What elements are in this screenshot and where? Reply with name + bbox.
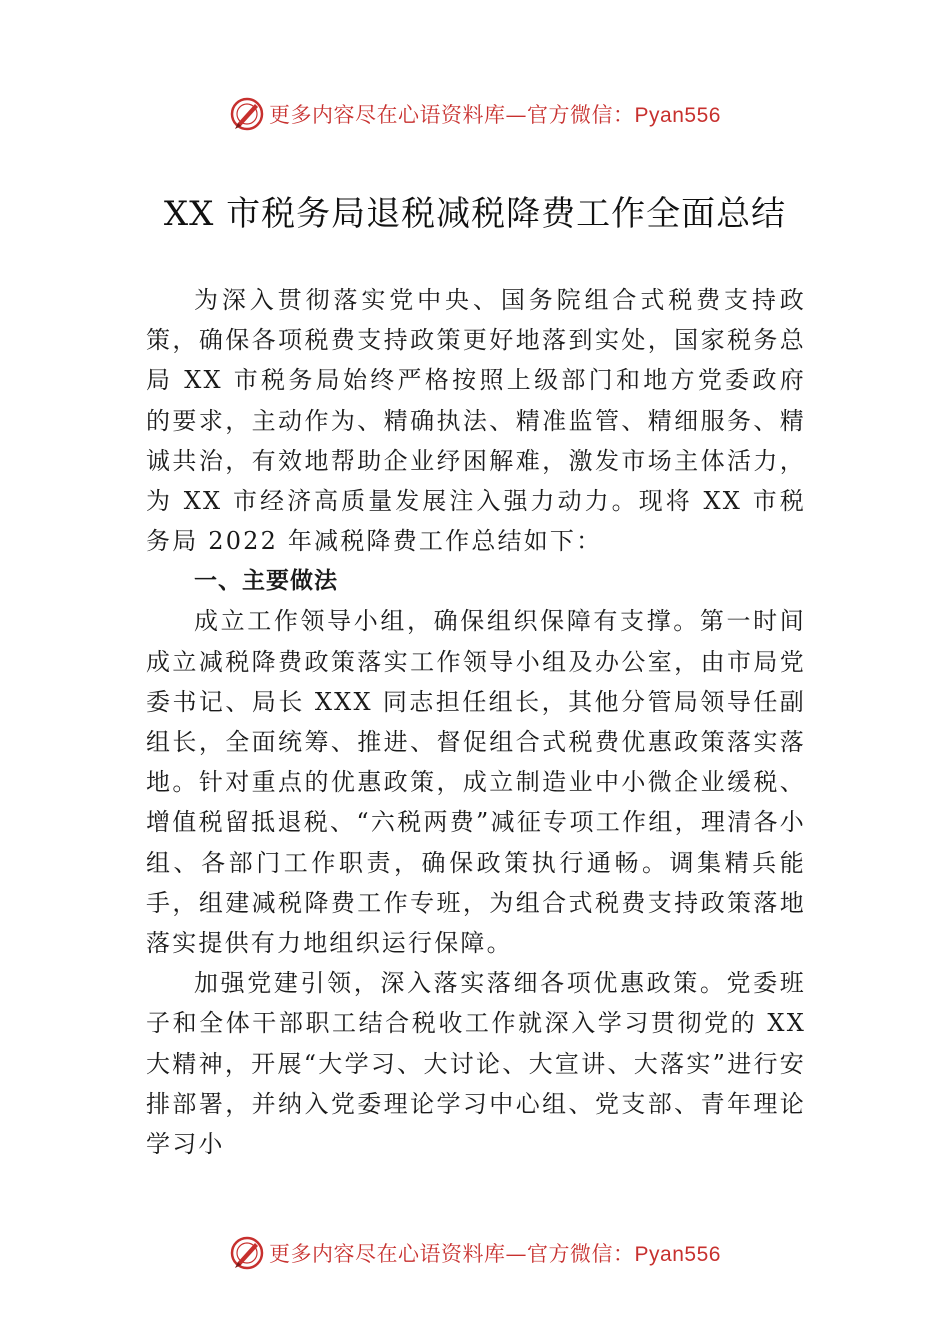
header-watermark-banner bbox=[0, 94, 950, 134]
pen-seal-icon bbox=[229, 1235, 265, 1271]
footer-watermark-banner bbox=[0, 1233, 950, 1273]
pen-seal-icon bbox=[229, 96, 265, 132]
paragraph-leadership-group: 成立工作领导小组，确保组织保障有支撑。第一时间成立减税降费政策落实工作领导小组及办公室，由市局党委书记、局长 XXX 同志担任组长，其他分管局领导任副组长，全面统筹、推进、督促组合式税费优惠政策落实落地。针对重点的优惠政策，成立制造业中小微企业缓税、增值税留抵退税、“六税两费”减征专项工作组，理清各小组、各部门工作职责，确保政策执行通畅。调集精兵能手，组建减税降费工作专班，为组合式税费支持政策落地落实提供有力地组织运行保障。 bbox=[146, 607, 806, 958]
document-body bbox=[146, 280, 806, 1164]
banner-text: 更多内容尽在心语资料库—官方微信：Pyan556 bbox=[269, 1242, 721, 1266]
document-title: XX 市税务局退税减税降费工作全面总结 bbox=[163, 194, 787, 234]
banner-text: 更多内容尽在心语资料库—官方微信：Pyan556 bbox=[269, 103, 721, 127]
paragraph-party-building: 加强党建引领，深入落实落细各项优惠政策。党委班子和全体干部职工结合税收工作就深入学习贯彻党的 XX 大精神，开展“大学习、大讨论、大宣讲、大落实”进行安排部署，并纳入党委理论学习中心组、党支部、青年理论学习小 bbox=[146, 969, 806, 1159]
section-heading: 一、主要做法 bbox=[194, 568, 338, 595]
paragraph-intro: 为深入贯彻落实党中央、国务院组合式税费支持政策，确保各项税费支持政策更好地落到实处，国家税务总局 XX 市税务局始终严格按照上级部门和地方党委政府的要求，主动作为、精确执法、精准监管、精细服务、精诚共治，有效地帮助企业纾困解难，激发市场主体活力，为 XX 市经济高质量发展注入强力动力。现将 XX 市税务局 2022 年减税降费工作总结如下： bbox=[146, 286, 806, 556]
